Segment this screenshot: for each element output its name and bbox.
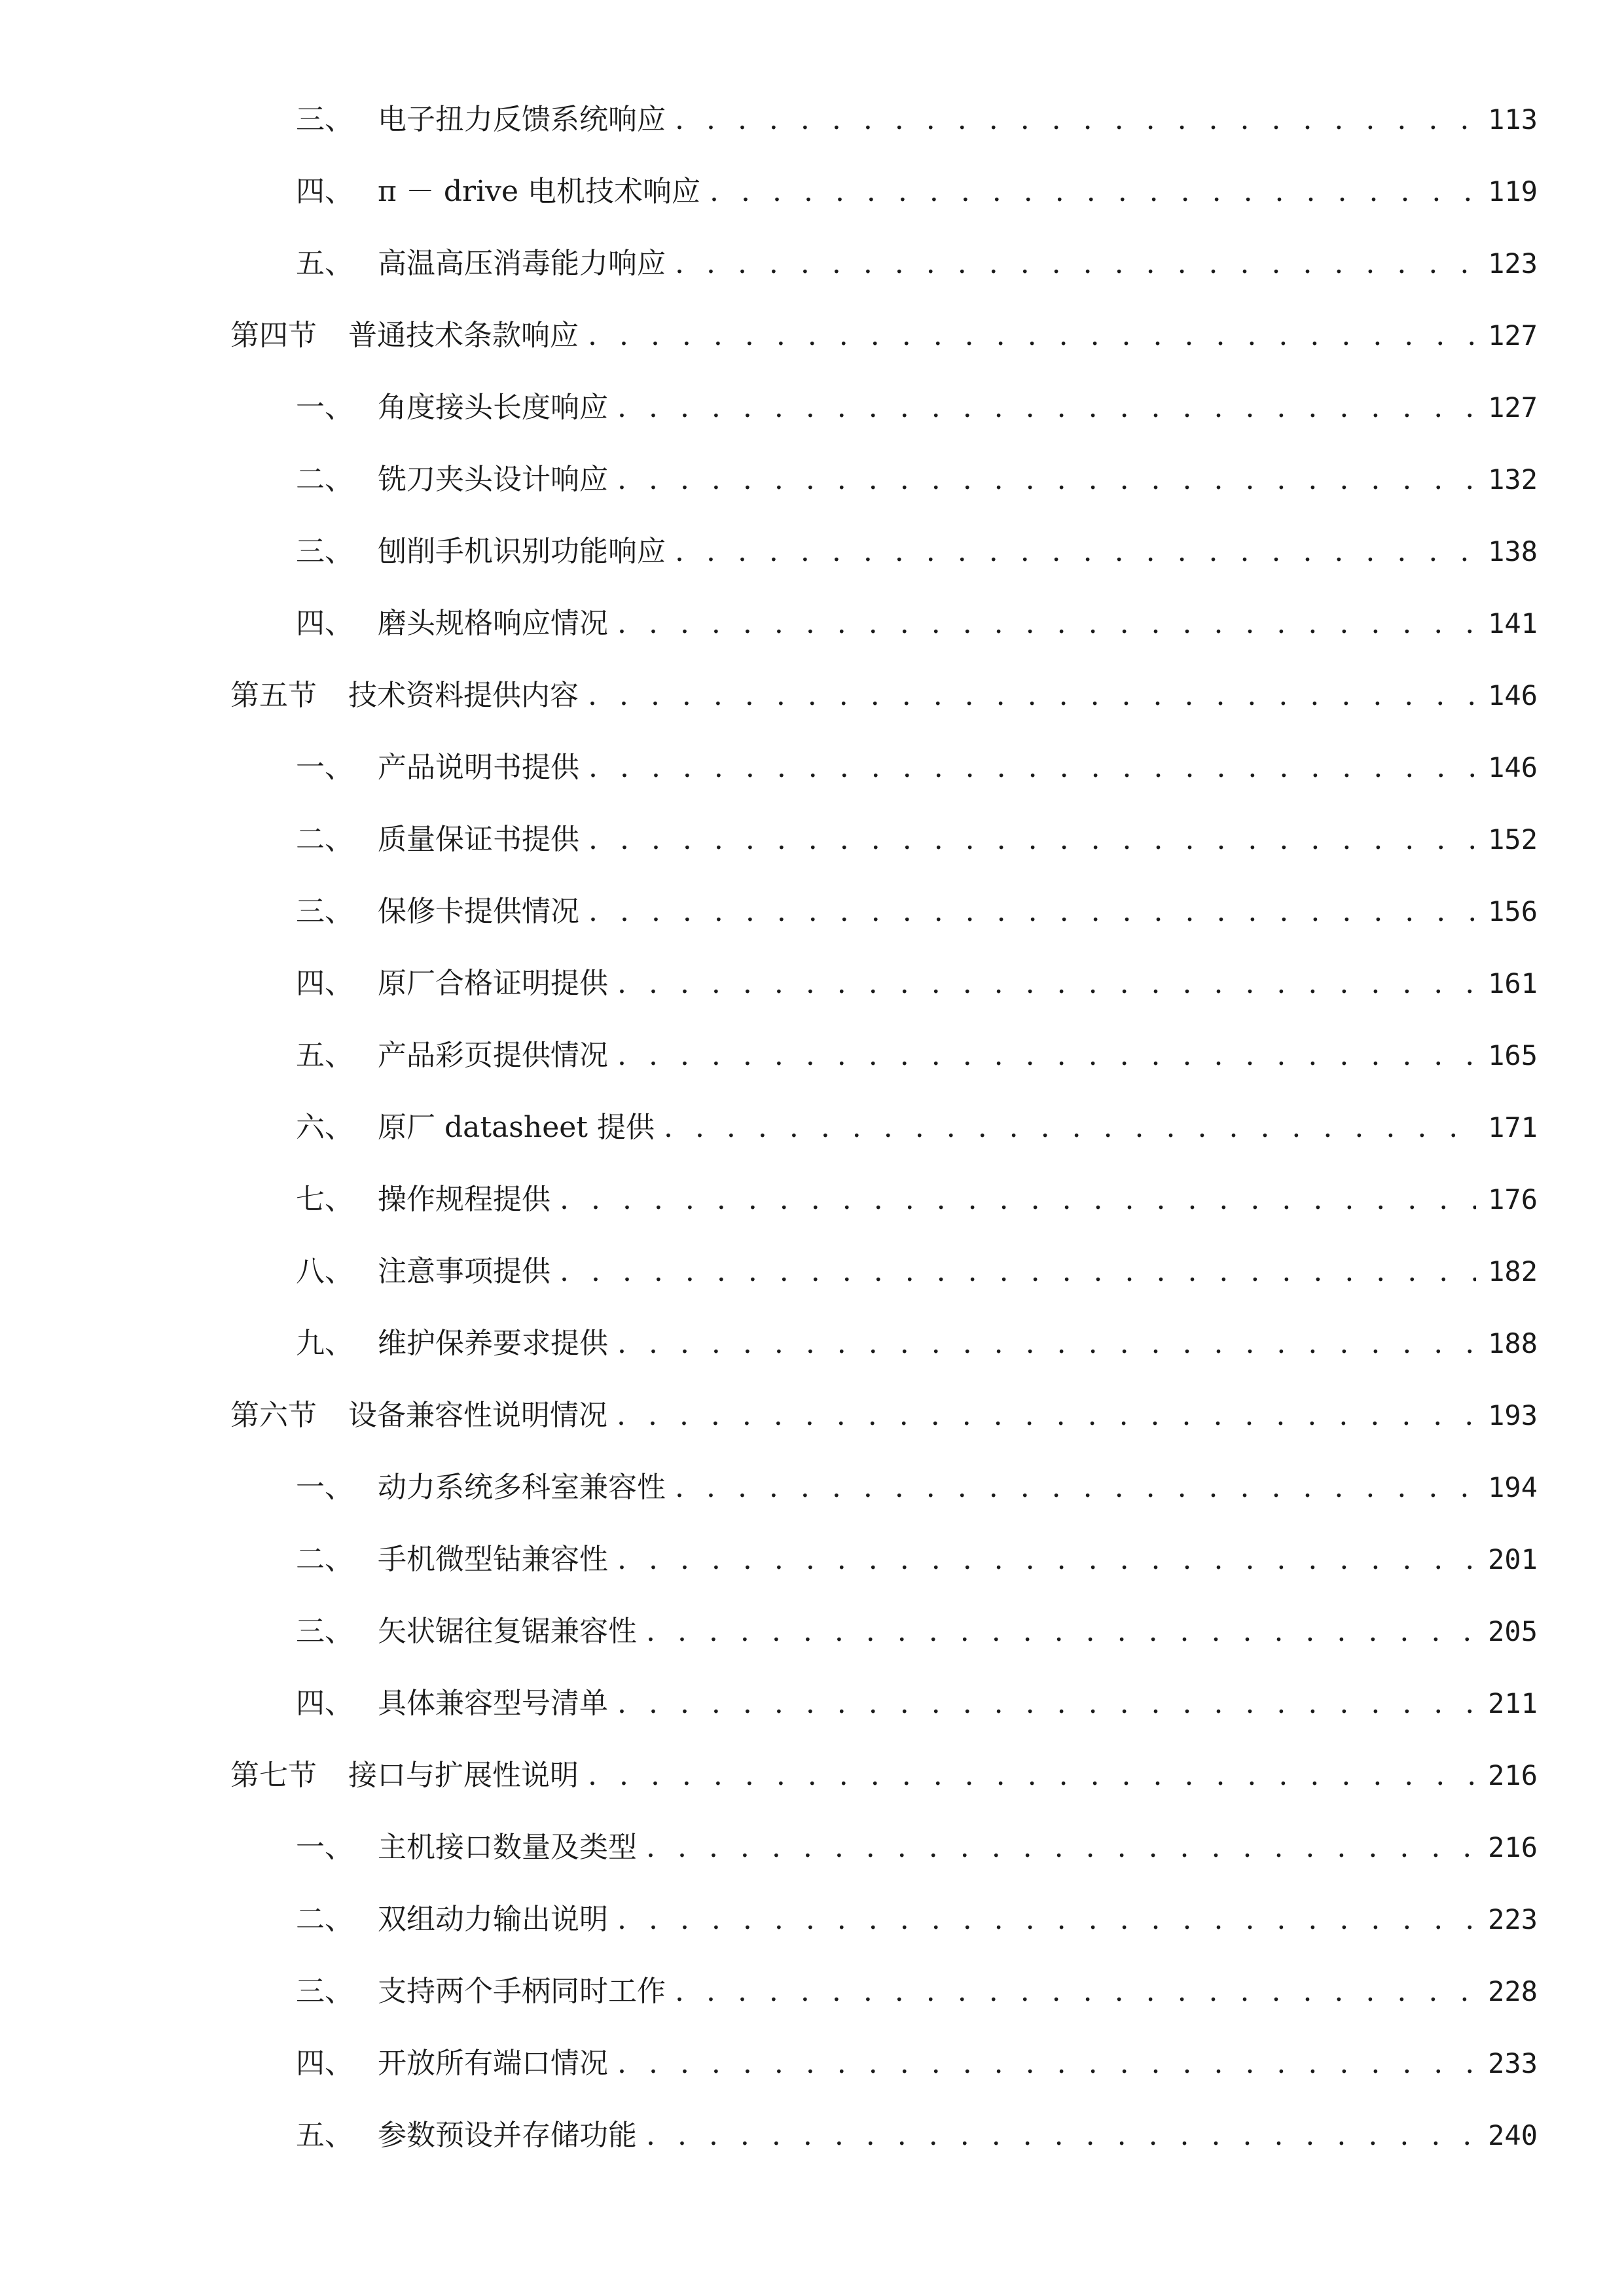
toc-entry-title: 产品彩页提供情况 <box>378 1039 608 1072</box>
toc-entry-number: 六、 <box>296 1111 353 1144</box>
toc-entry-title: 注意事项提供 <box>378 1255 550 1288</box>
dot-leader <box>617 1677 1476 1730</box>
toc-entry[interactable] <box>296 1102 1538 1154</box>
toc-entry-number: 三、 <box>296 1975 353 2008</box>
toc-entry-title: 开放所有端口情况 <box>378 2047 608 2080</box>
dot-leader <box>617 2037 1476 2090</box>
toc-entry-title: 原厂合格证明提供 <box>378 967 608 1000</box>
dot-leader <box>617 382 1476 434</box>
toc-entry-title: 铣刀夹头设计响应 <box>378 463 608 496</box>
toc-entry-number: 四、 <box>296 1687 353 1720</box>
dot-leader <box>617 1318 1476 1370</box>
dot-leader <box>617 598 1476 650</box>
dot-leader <box>675 238 1476 290</box>
toc-section-number: 第五节 <box>230 679 317 712</box>
toc-entry-page: 161 <box>1488 967 1538 999</box>
dot-leader <box>617 1534 1476 1586</box>
dot-leader <box>588 1749 1476 1802</box>
toc-entry[interactable] <box>296 1318 1538 1370</box>
dot-leader <box>588 814 1476 866</box>
toc-entry-number: 四、 <box>296 967 353 1000</box>
toc-entry-page: 201 <box>1488 1543 1538 1575</box>
toc-entry-title: 角度接头长度响应 <box>378 391 608 424</box>
toc-entry-page: 119 <box>1488 175 1538 207</box>
dot-leader <box>617 1390 1476 1442</box>
toc-section-number: 第七节 <box>230 1759 317 1792</box>
dot-leader <box>617 1030 1476 1082</box>
toc-section-page: 146 <box>1488 679 1538 711</box>
toc-entry-number: 三、 <box>296 895 353 928</box>
toc-entry-page: 138 <box>1488 535 1538 567</box>
toc-entry-title: 刨削手机识别功能响应 <box>378 535 666 568</box>
toc-entry[interactable] <box>296 1677 1538 1730</box>
toc-entry-page: 216 <box>1488 1831 1538 1863</box>
toc-entry-number: 四、 <box>296 175 353 208</box>
dot-leader <box>617 1893 1476 1946</box>
toc-entry-title: 产品说明书提供 <box>378 751 579 784</box>
toc-entry[interactable] <box>296 2109 1538 2162</box>
toc-entry-page: 165 <box>1488 1039 1538 1071</box>
toc-entry-number: 九、 <box>296 1327 353 1360</box>
toc-entry-number: 二、 <box>296 1903 353 1936</box>
toc-entry-page: 211 <box>1488 1687 1538 1719</box>
toc-entry-page: 182 <box>1488 1255 1538 1287</box>
toc-entry[interactable] <box>296 814 1538 866</box>
toc-entry-title: 支持两个手柄同时工作 <box>378 1975 666 2008</box>
toc-entry-page: 123 <box>1488 247 1538 279</box>
toc-entry[interactable] <box>296 1534 1538 1586</box>
dot-leader <box>646 1821 1476 1874</box>
toc-entry-page: 233 <box>1488 2047 1538 2079</box>
toc-entry[interactable] <box>296 1605 1538 1658</box>
toc-entry-number: 四、 <box>296 607 353 640</box>
toc-entry-number: 五、 <box>296 1039 353 1072</box>
toc-entry-title: 磨头规格响应情况 <box>378 607 608 640</box>
dot-leader <box>675 94 1476 146</box>
toc-entry-title: 高温高压消毒能力响应 <box>378 247 666 280</box>
toc-entry-page: 146 <box>1488 751 1538 783</box>
toc-entry[interactable] <box>296 2037 1538 2090</box>
dot-leader <box>560 1246 1476 1298</box>
toc-section-page: 193 <box>1488 1399 1538 1431</box>
toc-section[interactable] <box>230 1749 1538 1802</box>
toc-entry-number: 一、 <box>296 751 353 784</box>
toc-entry[interactable] <box>296 1246 1538 1298</box>
toc-section-number: 第六节 <box>230 1399 317 1432</box>
toc-entry-page: 223 <box>1488 1903 1538 1935</box>
toc-entry-title: 维护保养要求提供 <box>378 1327 608 1360</box>
dot-leader <box>675 1965 1476 2018</box>
toc-entry-title: 质量保证书提供 <box>378 823 579 856</box>
toc-entry-title: 具体兼容型号清单 <box>378 1687 608 1720</box>
toc-entry[interactable] <box>296 454 1538 506</box>
toc-entry-number: 四、 <box>296 2047 353 2080</box>
toc-entry[interactable] <box>296 94 1538 146</box>
toc-entry[interactable] <box>296 886 1538 938</box>
toc-entry[interactable] <box>296 1821 1538 1874</box>
toc-section-title: 普通技术条款响应 <box>348 319 579 352</box>
toc-section-title: 设备兼容性说明情况 <box>348 1399 607 1432</box>
toc-entry-number: 五、 <box>296 247 353 280</box>
toc-entry-page: 132 <box>1488 463 1538 495</box>
toc-entry-page: 194 <box>1488 1471 1538 1503</box>
toc-entry-title: 参数预设并存储功能 <box>378 2119 637 2152</box>
toc-entry[interactable] <box>296 238 1538 290</box>
dot-leader <box>588 742 1476 794</box>
toc-entry[interactable] <box>296 958 1538 1010</box>
toc-entry-page: 113 <box>1488 103 1538 135</box>
toc-entry-page: 127 <box>1488 391 1538 423</box>
dot-leader <box>588 670 1476 722</box>
toc-entry-number: 七、 <box>296 1183 353 1216</box>
toc-entry-page: 240 <box>1488 2119 1538 2151</box>
toc-entry-page: 141 <box>1488 607 1538 639</box>
toc-entry[interactable] <box>296 742 1538 794</box>
toc-entry-title: 保修卡提供情况 <box>378 895 579 928</box>
toc-entry-title: 手机微型钻兼容性 <box>378 1543 608 1576</box>
toc-entry-number: 八、 <box>296 1255 353 1288</box>
dot-leader <box>710 166 1476 218</box>
toc-entry[interactable] <box>296 166 1538 218</box>
toc-entry-number: 三、 <box>296 103 353 136</box>
toc-entry-page: 152 <box>1488 823 1538 855</box>
toc-entry[interactable] <box>296 1965 1538 2018</box>
dot-leader <box>560 1174 1476 1226</box>
toc-entry-title: 动力系统多科室兼容性 <box>378 1471 666 1504</box>
toc-entry-page: 171 <box>1488 1111 1538 1143</box>
toc-section[interactable] <box>230 1390 1538 1442</box>
toc-entry-title: 主机接口数量及类型 <box>378 1831 637 1864</box>
toc-entry-title: 电子扭力反馈系统响应 <box>378 103 666 136</box>
dot-leader <box>588 310 1476 362</box>
dot-leader <box>588 886 1476 938</box>
toc-entry-page: 156 <box>1488 895 1538 927</box>
toc-entry[interactable] <box>296 526 1538 578</box>
toc-entry-number: 一、 <box>296 1471 353 1504</box>
toc-entry-number: 一、 <box>296 1831 353 1864</box>
toc-section[interactable] <box>230 670 1538 722</box>
toc-entry-number: 五、 <box>296 2119 353 2152</box>
toc-section[interactable] <box>230 310 1538 362</box>
toc-entry-title: 双组动力输出说明 <box>378 1903 608 1936</box>
toc-entry[interactable] <box>296 382 1538 434</box>
toc-entry-number: 一、 <box>296 391 353 424</box>
dot-leader <box>646 1605 1476 1658</box>
toc-entry-number: 二、 <box>296 1543 353 1576</box>
toc-section-title: 技术资料提供内容 <box>348 679 579 712</box>
toc-entry[interactable] <box>296 598 1538 650</box>
toc-section-page: 127 <box>1488 319 1538 351</box>
dot-leader <box>617 958 1476 1010</box>
toc-entry[interactable] <box>296 1462 1538 1514</box>
toc-entry-page: 188 <box>1488 1327 1538 1359</box>
toc-entry-number: 三、 <box>296 535 353 568</box>
toc-section-page: 216 <box>1488 1759 1538 1791</box>
toc-entry-page: 176 <box>1488 1183 1538 1215</box>
toc-entry-page: 228 <box>1488 1975 1538 2007</box>
toc-entry-number: 三、 <box>296 1615 353 1648</box>
toc-entry-title: 矢状锯往复锯兼容性 <box>378 1615 637 1648</box>
dot-leader <box>664 1102 1476 1154</box>
toc-entry-title: 原厂 datasheet 提供 <box>378 1111 655 1144</box>
toc-section-title: 接口与扩展性说明 <box>348 1759 579 1792</box>
toc-entry-title: 操作规程提供 <box>378 1183 550 1216</box>
toc-entry[interactable] <box>296 1030 1538 1082</box>
dot-leader <box>675 1462 1476 1514</box>
toc-entry-title: π － drive 电机技术响应 <box>378 175 701 208</box>
toc-entry-page: 205 <box>1488 1615 1538 1647</box>
toc-section-number: 第四节 <box>230 319 317 352</box>
toc-entry[interactable] <box>296 1893 1538 1946</box>
toc-entry-number: 二、 <box>296 463 353 496</box>
dot-leader <box>617 454 1476 506</box>
toc-entry-number: 二、 <box>296 823 353 856</box>
toc-entry[interactable] <box>296 1174 1538 1226</box>
dot-leader <box>646 2109 1476 2162</box>
dot-leader <box>675 526 1476 578</box>
